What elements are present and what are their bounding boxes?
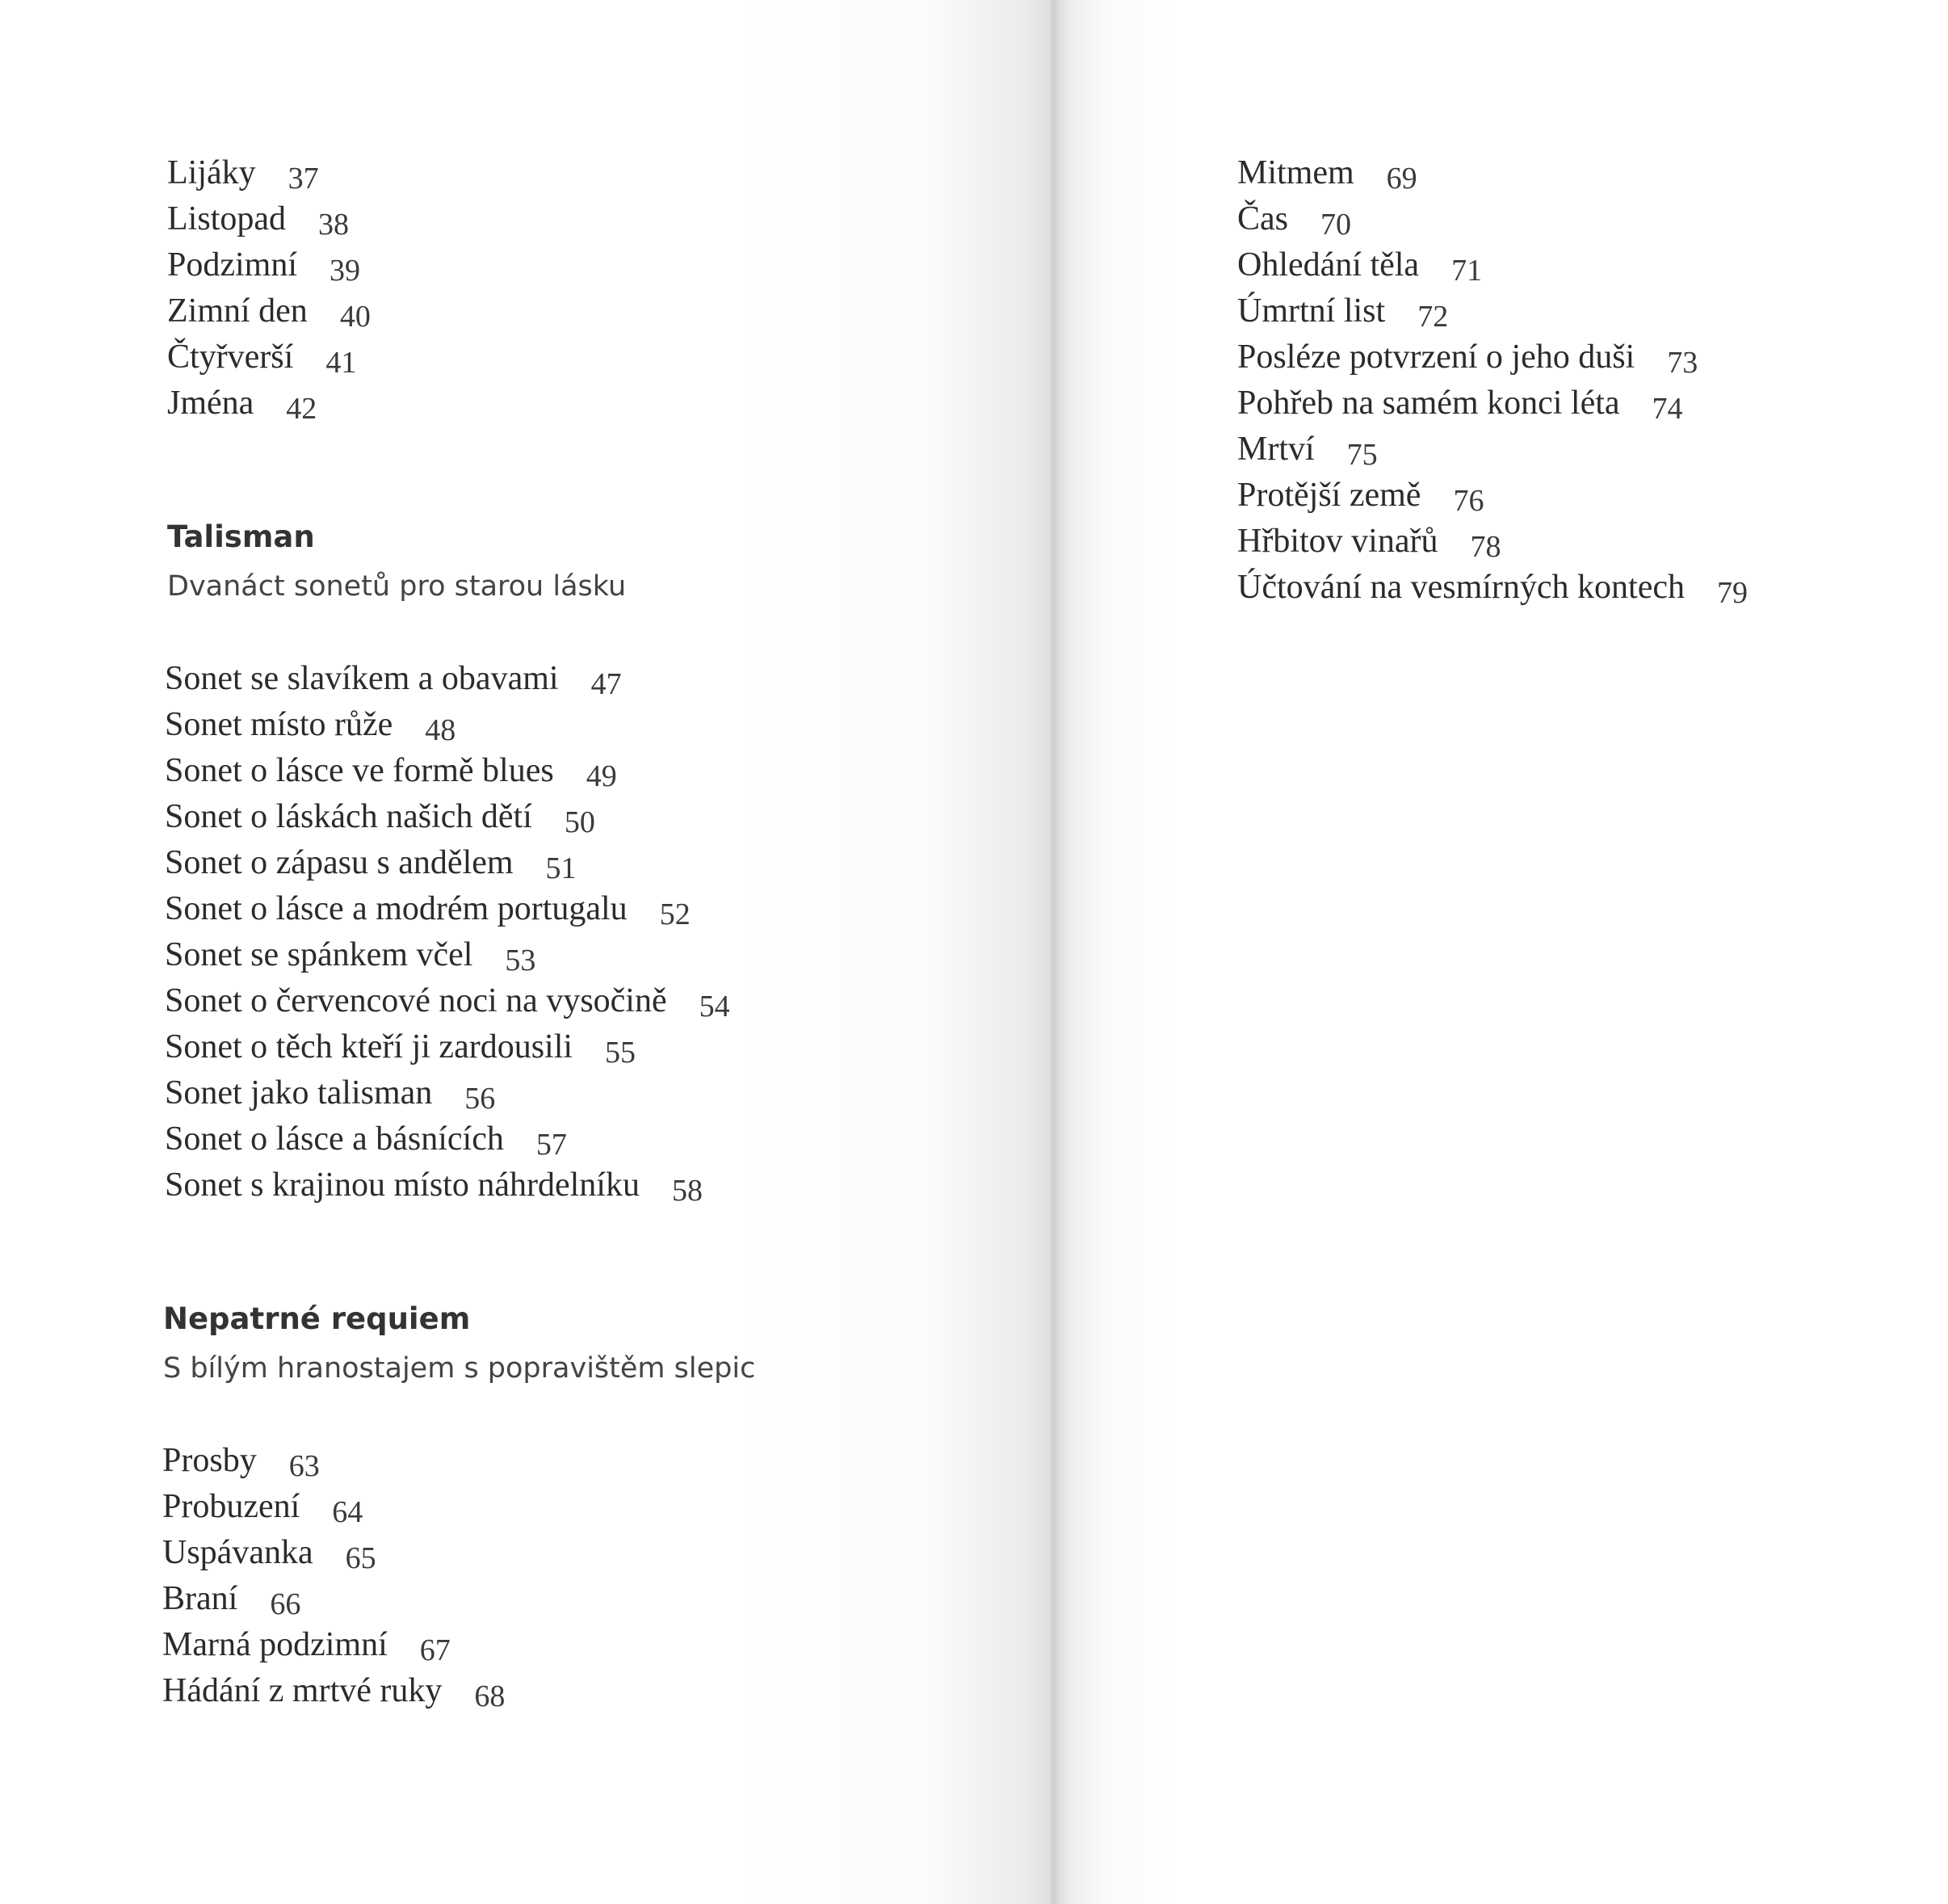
toc-entry — [165, 1024, 730, 1070]
toc-entry-title: Protější země — [1237, 477, 1421, 514]
toc-entry-page: 72 — [1417, 300, 1449, 334]
toc-entry-page: 49 — [586, 759, 617, 793]
toc-entry — [167, 288, 371, 334]
toc-entry — [165, 748, 730, 794]
toc-entry-page: 40 — [339, 300, 371, 334]
toc-entry-title: Braní — [162, 1580, 238, 1617]
toc-entry-title: Sonet o červencové noci na vysočině — [165, 982, 667, 1019]
toc-entry-page: 54 — [699, 990, 730, 1023]
toc-entry-title: Mrtví — [1237, 431, 1315, 468]
toc-entry — [1237, 150, 1748, 196]
toc-entry-title: Čas — [1237, 200, 1288, 237]
toc-entry-page: 68 — [474, 1679, 506, 1713]
toc-entry — [165, 1116, 730, 1162]
toc-entry — [165, 702, 730, 748]
toc-entry-title: Probuzení — [162, 1488, 300, 1525]
toc-entry-page: 69 — [1386, 162, 1417, 195]
toc-entry — [1237, 427, 1748, 473]
toc-entry — [167, 196, 371, 242]
toc-entry — [165, 932, 730, 978]
toc-entry-page: 41 — [325, 346, 357, 380]
toc-entry-page: 79 — [1717, 576, 1748, 610]
toc-entry-title: Sonet s krajinou místo náhrdelníku — [165, 1166, 640, 1204]
toc-entry-page: 38 — [317, 208, 349, 242]
toc-entry-title: Sonet o láskách našich dětí — [165, 798, 532, 835]
toc-entry-page: 71 — [1451, 254, 1483, 288]
toc-entry-title: Sonet místo růže — [165, 706, 393, 743]
toc-entry-page: 37 — [288, 162, 319, 195]
toc-entry — [167, 150, 371, 196]
section-subtitle-talisman: Dvanáct sonetů pro starou lásku — [167, 570, 627, 603]
toc-entry — [165, 656, 730, 702]
toc-entry — [162, 1668, 505, 1714]
toc-entry-page: 57 — [535, 1128, 567, 1162]
toc-entry-page: 56 — [464, 1082, 496, 1116]
toc-entry-page: 70 — [1320, 208, 1351, 242]
toc-entry — [1237, 288, 1748, 334]
toc-entry — [167, 242, 371, 288]
toc-entry — [162, 1438, 505, 1484]
toc-entry-title: Sonet se slavíkem a obavami — [165, 660, 559, 697]
toc-entry-title: Sonet o lásce ve formě blues — [165, 752, 554, 789]
toc-entry — [165, 794, 730, 840]
toc-entry — [1237, 380, 1748, 427]
toc-entry-title: Hádání z mrtvé ruky — [162, 1672, 443, 1709]
toc-entry-title: Podzimní — [167, 246, 298, 284]
toc-entry — [1237, 473, 1748, 519]
toc-entry — [162, 1484, 505, 1530]
toc-entry-page: 73 — [1667, 346, 1698, 380]
toc-entry — [162, 1576, 505, 1622]
toc-entry-title: Sonet o lásce a básnících — [165, 1120, 504, 1158]
toc-entry-title: Lijáky — [167, 154, 256, 191]
toc-entry-title: Posléze potvrzení o jeho duši — [1237, 338, 1635, 376]
toc-entry-title: Jména — [167, 385, 254, 422]
toc-entry-title: Zimní den — [167, 292, 308, 330]
toc-entry-title: Úmrtní list — [1237, 292, 1386, 330]
toc-entry — [162, 1622, 505, 1668]
toc-entry — [162, 1530, 505, 1576]
toc-entry — [1237, 334, 1748, 380]
toc-entry-title: Účtování na vesmírných kontech — [1237, 569, 1685, 606]
toc-entry — [165, 886, 730, 932]
toc-list-intro — [167, 150, 371, 427]
toc-entry-page: 47 — [590, 667, 622, 701]
toc-entry-title: Sonet se spánkem včel — [165, 936, 473, 973]
toc-entry — [165, 1162, 730, 1208]
toc-entry — [1237, 565, 1748, 611]
section-heading-talisman: Talisman — [167, 519, 315, 554]
toc-entry-title: Uspávanka — [162, 1534, 313, 1571]
toc-entry — [1237, 196, 1748, 242]
toc-entry-title: Hřbitov vinařů — [1237, 523, 1438, 560]
toc-entry-page: 50 — [564, 805, 595, 839]
toc-list-talisman — [165, 656, 730, 1208]
toc-entry-page: 66 — [270, 1587, 301, 1621]
toc-entry-page: 58 — [671, 1174, 703, 1208]
book-gutter — [1048, 0, 1060, 1904]
toc-entry — [165, 978, 730, 1024]
toc-entry-title: Marná podzimní — [162, 1626, 388, 1663]
toc-entry-page: 39 — [330, 254, 361, 288]
section-heading-requiem: Nepatrné requiem — [163, 1301, 471, 1336]
toc-entry-page: 53 — [505, 944, 536, 977]
toc-entry-title: Sonet o lásce a modrém portugalu — [165, 890, 628, 927]
toc-entry-title: Sonet jako talisman — [165, 1074, 433, 1112]
toc-entry-page: 75 — [1346, 438, 1378, 472]
toc-entry-page: 65 — [345, 1541, 376, 1575]
toc-entry — [165, 840, 730, 886]
toc-entry-page: 74 — [1652, 392, 1683, 426]
toc-entry-page: 64 — [332, 1495, 363, 1529]
toc-entry-page: 42 — [286, 392, 317, 426]
toc-entry — [167, 380, 371, 427]
toc-entry-title: Listopad — [167, 200, 286, 237]
toc-entry-page: 52 — [659, 897, 691, 931]
toc-entry-page: 76 — [1453, 484, 1484, 518]
toc-entry-title: Mitmem — [1237, 154, 1354, 191]
toc-entry-title: Pohřeb na samém konci léta — [1237, 385, 1620, 422]
toc-list-right — [1237, 150, 1748, 611]
toc-entry — [165, 1070, 730, 1116]
toc-entry-page: 55 — [605, 1036, 636, 1070]
toc-entry-title: Ohledání těla — [1237, 246, 1420, 284]
toc-entry — [1237, 519, 1748, 565]
toc-entry-page: 48 — [425, 713, 456, 747]
toc-entry — [1237, 242, 1748, 288]
toc-entry — [167, 334, 371, 380]
section-subtitle-requiem: S bílým hranostajem s popravištěm slepic — [163, 1352, 756, 1385]
toc-entry-title: Sonet o zápasu s andělem — [165, 844, 514, 881]
toc-entry-page: 67 — [419, 1633, 451, 1667]
toc-entry-page: 51 — [545, 851, 577, 885]
toc-entry-title: Prosby — [162, 1442, 257, 1479]
toc-entry-page: 78 — [1470, 530, 1501, 564]
toc-list-requiem — [162, 1438, 505, 1714]
toc-entry-title: Čtyřverší — [167, 338, 294, 376]
toc-entry-page: 63 — [288, 1449, 320, 1483]
toc-entry-title: Sonet o těch kteří ji zardousili — [165, 1028, 573, 1065]
